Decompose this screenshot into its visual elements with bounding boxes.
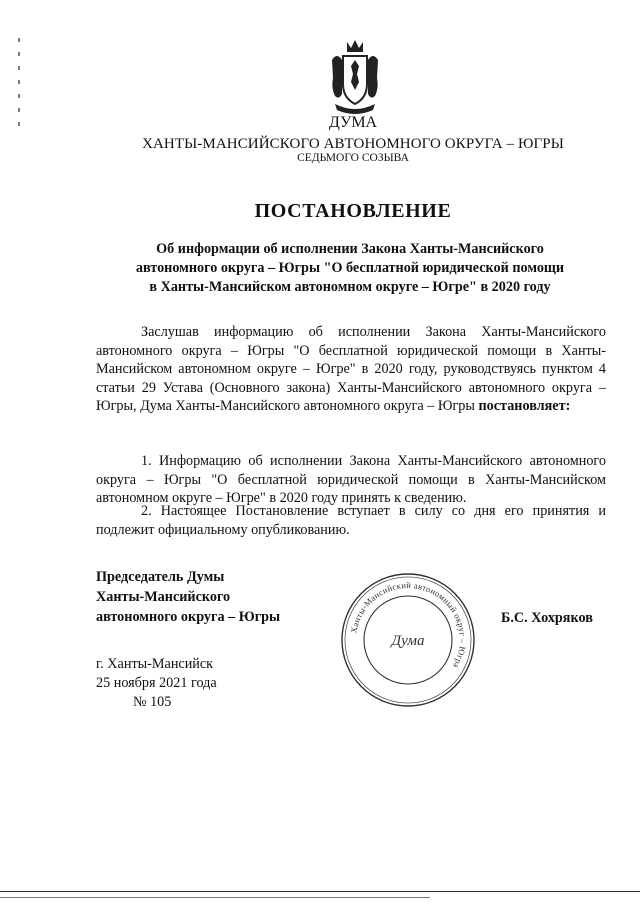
official-seal	[338, 570, 478, 710]
signatory-position-line: Председатель Думы	[96, 569, 225, 585]
resolution-item-2: 2. Настоящее Постановление вступает в силу со дня его принятия и подлежит официальному опубликованию.	[96, 503, 606, 538]
issuer-region: ХАНТЫ-МАНСИЙСКОГО АВТОНОМНОГО ОКРУГА – ЮГРЫ	[142, 136, 564, 152]
issuer-name: ДУМА	[328, 114, 378, 131]
document-subject	[115, 240, 585, 297]
page-bottom-rule	[0, 897, 430, 898]
signatory-name: Б.С. Хохряков	[501, 610, 593, 626]
subject-line: Об информации об исполнении Закона Ханты-Мансийского	[156, 241, 544, 257]
signatory-position	[96, 567, 280, 627]
document-type-title: ПОСТАНОВЛЕНИЕ	[254, 200, 452, 222]
issue-date: 25 ноября 2021 года	[96, 675, 217, 691]
signatory-position-line: автономного округа – Югры	[96, 609, 281, 625]
resolution-verb: постановляет:	[478, 398, 571, 414]
subject-line: автономного округа – Югры "О бесплатной юридической помощи	[135, 260, 565, 276]
resolution-item-1: 1. Информацию об исполнении Закона Ханты-Мансийского автономного округа – Югры "О бесплатной юридической помощи в Ханты-Мансийском автономном округе – Югре" в 2020 году принять к сведению.	[96, 453, 606, 506]
seal-ring-text: Ханты-Мансийский автономный округ – Югра	[348, 579, 469, 671]
page-bottom-rule	[0, 891, 640, 892]
seal-center-text: Дума	[391, 633, 425, 649]
signatory-position-line: Ханты-Мансийского	[96, 589, 231, 605]
document-place-date	[96, 655, 217, 712]
preamble-paragraph	[96, 323, 606, 416]
subject-line: в Ханты-Мансийском автономном округе – Югре" в 2020 году	[149, 279, 551, 295]
document-number: № 105	[133, 694, 172, 710]
issue-city: г. Ханты-Мансийск	[96, 656, 214, 672]
issuer-convocation: СЕДЬМОГО СОЗЫВА	[297, 152, 409, 164]
scan-margin-marks	[18, 38, 20, 138]
preamble-text: Заслушав информацию об исполнении Закона Ханты-Мансийского автономного округа – Югры "О бесплатной юридической помощи в Ханты-Мансийском автономном округе – Югре" в 2020 году, руководствуясь пунктом 4 статьи 29 Устава (Основного закона) Ханты-Мансийского автономного округа – Югры, Дума Ханты-Мансийского автономного округа – Югры	[96, 324, 606, 414]
coat-of-arms-icon	[329, 38, 381, 116]
